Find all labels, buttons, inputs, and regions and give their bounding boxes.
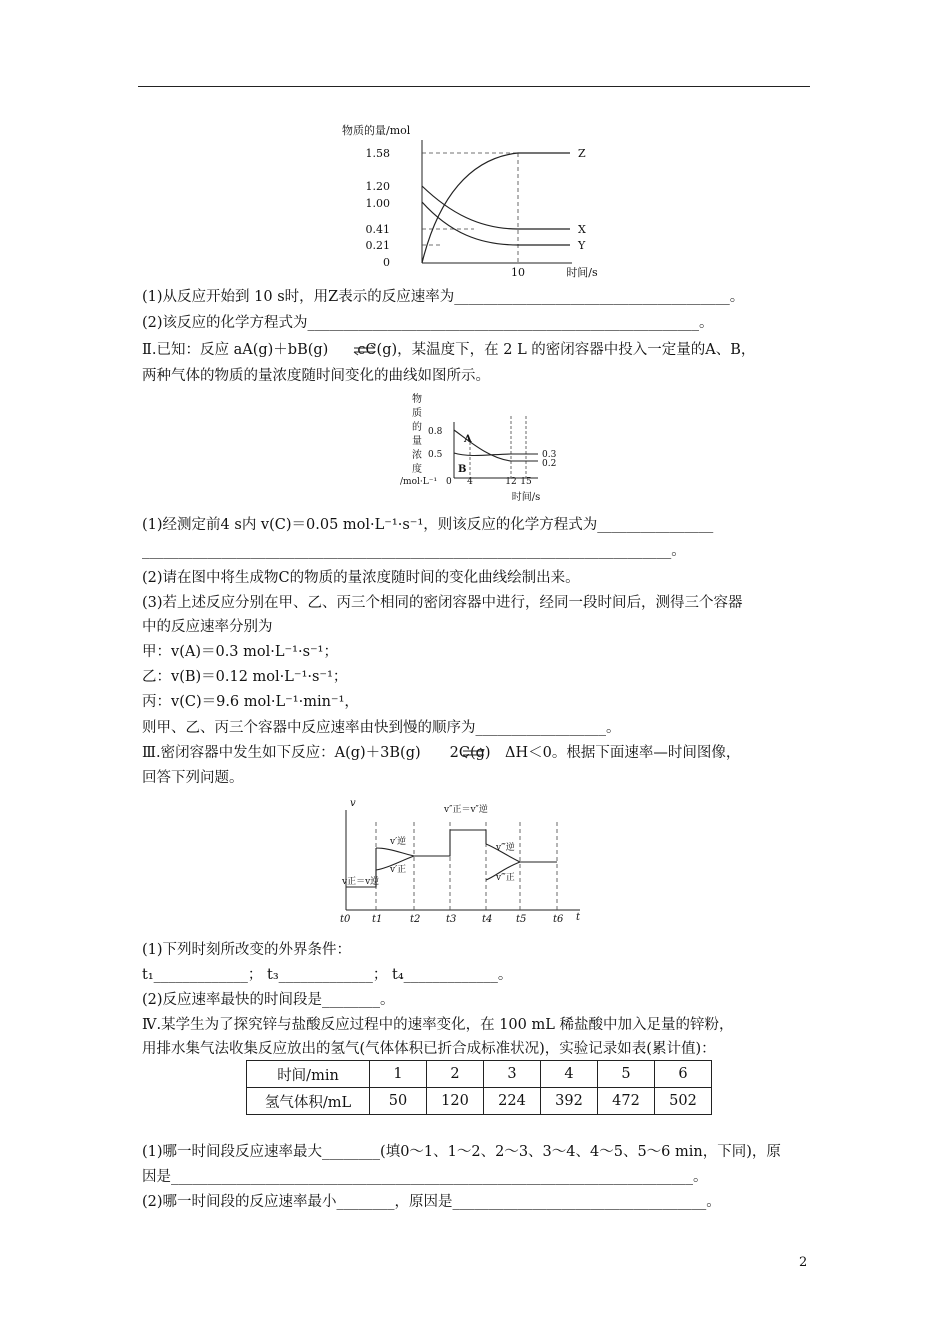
q2-3-order: 则甲、乙、丙三个容器中反应速率由快到慢的顺序为__________________。 <box>142 720 621 736</box>
fig2-ytick-08: 0.8 <box>428 427 443 437</box>
fig2-ylabel-1: 质 <box>412 408 422 419</box>
fig3-label-fwd1: v′正 <box>390 865 407 875</box>
table-cell: 4 <box>541 1061 598 1088</box>
fig2-xtick-12: 12 <box>505 477 517 487</box>
q2-3-line2: 中的反应速率分别为 <box>142 619 273 635</box>
fig1-curve-y <box>422 202 570 245</box>
fig1-ytick-158: 1.58 <box>365 147 390 160</box>
fig1-ytick-041: 0.41 <box>365 223 390 236</box>
q4-1-line1: (1)哪一时间段反应速率最大________(填0～1、1～2、2～3、3～4、4～5、5～6 min，下同)，原 <box>142 1144 781 1160</box>
page-number: 2 <box>799 1255 808 1270</box>
table-cell: 时间/min <box>247 1061 370 1088</box>
fig2-ytick-05: 0.5 <box>428 450 443 460</box>
table-cell: 氢气体积/mL <box>247 1088 370 1115</box>
part4-intro-line1: Ⅳ.某学生为了探究锌与盐酸反应过程中的速率变化，在 100 mL 稀盐酸中加入足量的锌粉， <box>142 1017 734 1033</box>
part3-intro-line1: Ⅲ.密闭容器中发生如下反应：A(g)＋3B(g) 2C(g) ΔH＜0。根据下面速率—时间图像， <box>142 745 741 761</box>
fig2-ylabel-4: 浓 <box>412 450 422 461</box>
fig2-label-a: A <box>464 434 472 445</box>
part4-intro-line2: 用排水集气法收集反应放出的氢气(气体体积已折合成标准状况)，实验记录如表(累计值)： <box>142 1041 716 1057</box>
table-cell: 50 <box>370 1088 427 1115</box>
fig2-right-02: 0.2 <box>542 459 557 469</box>
table-cell: 2 <box>427 1061 484 1088</box>
fig1-xlabel: 时间/s <box>566 266 598 278</box>
fig2-ylabel-0: 物 <box>412 394 422 405</box>
table-cell: 472 <box>598 1088 655 1115</box>
fig3-t6: t6 <box>553 914 564 925</box>
fig2-ylabel-3: 量 <box>412 436 422 447</box>
fig2-right-03: 0.3 <box>542 450 557 460</box>
q3-1: (1)下列时刻所改变的外界条件： <box>142 942 352 958</box>
table-row <box>247 1061 712 1088</box>
table-cell: 502 <box>655 1088 712 1115</box>
fig3-seg-t2-t3 <box>414 830 486 856</box>
q3-2: (2)反应速率最快的时间段是________。 <box>142 992 395 1008</box>
fig1-ytick-100: 1.00 <box>365 197 390 210</box>
fig1-ytick-120: 1.20 <box>365 180 390 193</box>
figure-3-chart <box>336 792 592 926</box>
fig2-xtick-4: 4 <box>467 477 473 487</box>
fig1-ytick-0: 0 <box>383 256 390 269</box>
part2-intro-line2: 两种气体的物质的量浓度随时间变化的曲线如图所示。 <box>142 368 490 384</box>
q2-2: (2)请在图中将生成物C的物质的量浓度随时间的变化曲线绘制出来。 <box>142 570 580 586</box>
q2-3-line1: (3)若上述反应分别在甲、乙、丙三个相同的密闭容器中进行，经同一段时间后，测得三个容器 <box>142 595 743 611</box>
fig1-series-y: Y <box>578 239 586 252</box>
fig3-t5: t5 <box>516 914 527 925</box>
fig3-ylabel: v <box>350 798 356 809</box>
fig3-label-rev1: v′逆 <box>390 837 407 847</box>
fig3-t2: t2 <box>410 914 421 925</box>
q2-3-jia: 甲：v(A)＝0.3 mol·L⁻¹·s⁻¹； <box>142 644 338 660</box>
table-cell: 6 <box>655 1061 712 1088</box>
fig3-label-rev4: v‴逆 <box>496 843 515 853</box>
q4-1-line2: 因是________________________________________________________________________。 <box>142 1169 708 1185</box>
figure-2-chart <box>398 392 588 508</box>
table-cell: 5 <box>598 1061 655 1088</box>
q2-3-yi: 乙：v(B)＝0.12 mol·L⁻¹·s⁻¹； <box>142 669 348 685</box>
q2-1-line1: (1)经测定前4 s内 v(C)＝0.05 mol·L⁻¹·s⁻¹，则该反应的化学方程式为________________ <box>142 517 714 533</box>
fig1-series-x: X <box>578 223 586 236</box>
fig2-xlabel: 时间/s <box>511 492 541 503</box>
table-row <box>247 1088 712 1115</box>
q4-2: (2)哪一时间段的反应速率最小________，原因是___________________________________。 <box>142 1194 721 1210</box>
fig2-label-b: B <box>458 464 467 475</box>
fig3-t1: t1 <box>372 914 383 925</box>
q2-3-bing: 丙：v(C)＝9.6 mol·L⁻¹·min⁻¹， <box>142 694 359 710</box>
table-cell: 120 <box>427 1088 484 1115</box>
fig3-t4: t4 <box>482 914 493 925</box>
reversible-arrow-icon <box>353 343 377 357</box>
fig1-ytick-021: 0.21 <box>365 239 390 252</box>
fig1-series-z: Z <box>578 147 586 160</box>
fig3-seg-rev1 <box>376 848 414 856</box>
fig1-ylabel: 物质的量/mol <box>342 124 411 137</box>
fig3-t0: t0 <box>340 914 351 925</box>
fig2-ylabel-2: 的 <box>412 422 422 433</box>
fig2-ylabel-5: 度 <box>412 464 422 475</box>
hydrogen-volume-table <box>246 1060 712 1115</box>
part3-intro-line2: 回答下列问题。 <box>142 770 244 786</box>
table-cell: 3 <box>484 1061 541 1088</box>
fig3-label-eq3: v″正＝v″逆 <box>444 805 488 815</box>
fig3-label-fwd4: v‴正 <box>496 873 515 883</box>
fig1-curve-z <box>422 153 570 263</box>
q3-1-blanks: t₁_____________； t₃_____________； t₄_____________。 <box>142 967 513 983</box>
q1-1: (1)从反应开始到 10 s时，用Z表示的反应速率为______________________________________。 <box>142 289 745 305</box>
fig3-t3: t3 <box>446 914 457 925</box>
fig2-origin: 0 <box>446 477 452 487</box>
reversible-arrow-icon <box>462 746 486 760</box>
fig3-label-eq0: v正＝v逆 <box>342 877 380 887</box>
fig2-xtick-15: 15 <box>520 477 532 487</box>
q2-1-line2: _________________________________________________________________________。 <box>142 543 686 559</box>
fig2-ylabel-unit: /mol·L⁻¹ <box>400 477 438 487</box>
table-cell: 392 <box>541 1088 598 1115</box>
fig3-xlabel: t <box>576 912 581 923</box>
header-rule <box>138 86 810 87</box>
table-cell: 224 <box>484 1088 541 1115</box>
fig2-curve-b <box>454 453 538 456</box>
part2-intro-line1: Ⅱ.已知：反应 aA(g)＋bB(g) cC(g)，某温度下，在 2 L 的密闭容器中投入一定量的A、B， <box>142 342 756 358</box>
table-cell: 1 <box>370 1061 427 1088</box>
figure-1-chart <box>330 118 620 278</box>
q1-2: (2)该反应的化学方程式为______________________________________________________。 <box>142 315 714 331</box>
fig1-xtick-10: 10 <box>511 266 525 278</box>
